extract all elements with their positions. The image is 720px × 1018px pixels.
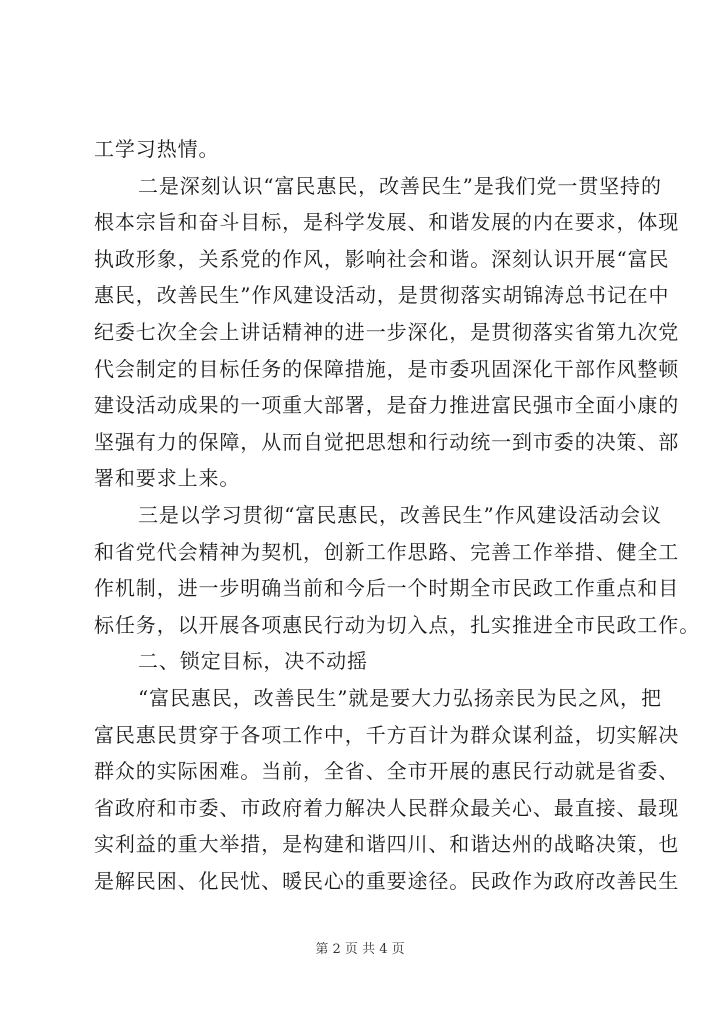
text-line: 是解民困、化民忧、暖民心的重要途径。民政作为政府改善民生 <box>94 868 680 893</box>
text-line: 执政形象，关系党的作风，影响社会和谐。深刻认识开展“富民 <box>94 246 670 271</box>
text-line: 和省党代会精神为契机，创新工作思路、完善工作举措、健全工 <box>94 539 680 564</box>
text-line: 建设活动成果的一项重大部署，是奋力推进富民强市全面小康的 <box>94 393 680 418</box>
body-text <box>94 131 701 899</box>
text-line: 纪委七次全会上讲话精神的进一步深化，是贯彻落实省第九次党 <box>94 319 680 344</box>
text-line: 实利益的重大举措，是构建和谐四川、和谐达州的战略决策，也 <box>94 832 680 857</box>
text-line: 代会制定的目标任务的保障措施，是市委巩固深化干部作风整顿 <box>94 356 680 381</box>
text-line: 作机制，进一步明确当前和今后一个时期全市民政工作重点和目 <box>94 576 680 601</box>
text-line: 根本宗旨和奋斗目标，是科学发展、和谐发展的内在要求，体现 <box>94 210 680 235</box>
text-line: 二是深刻认识“富民惠民，改善民生”是我们党一贯坚持的 <box>138 173 662 198</box>
text-line: “富民惠民，改善民生”就是要大力弘扬亲民为民之风，把 <box>138 685 662 710</box>
section-heading: 二、锁定目标，决不动摇 <box>138 649 368 674</box>
text-line: 群众的实际困难。当前，全省、全市开展的惠民行动就是省委、 <box>94 759 680 784</box>
text-line: 富民惠民贯穿于各项工作中，千方百计为群众谋利益，切实解决 <box>94 722 680 747</box>
text-line: 工学习热情。 <box>94 137 220 161</box>
text-line: 省政府和市委、市政府着力解决人民群众最关心、最直接、最现 <box>94 795 680 820</box>
page-footer: 第 2 页 共 4 页 <box>315 942 405 957</box>
text-line: 标任务，以开展各项惠民行动为切入点，扎实推进全市民政工作。 <box>94 612 701 637</box>
text-line: 署和要求上来。 <box>94 466 241 491</box>
text-line: 坚强有力的保障，从而自觉把思想和行动统一到市委的决策、部 <box>94 429 680 454</box>
text-line: 惠民，改善民生”作风建设活动，是贯彻落实胡锦涛总书记在中 <box>94 283 670 308</box>
text-line: 三是以学习贯彻“富民惠民，改善民生”作风建设活动会议 <box>138 502 662 527</box>
